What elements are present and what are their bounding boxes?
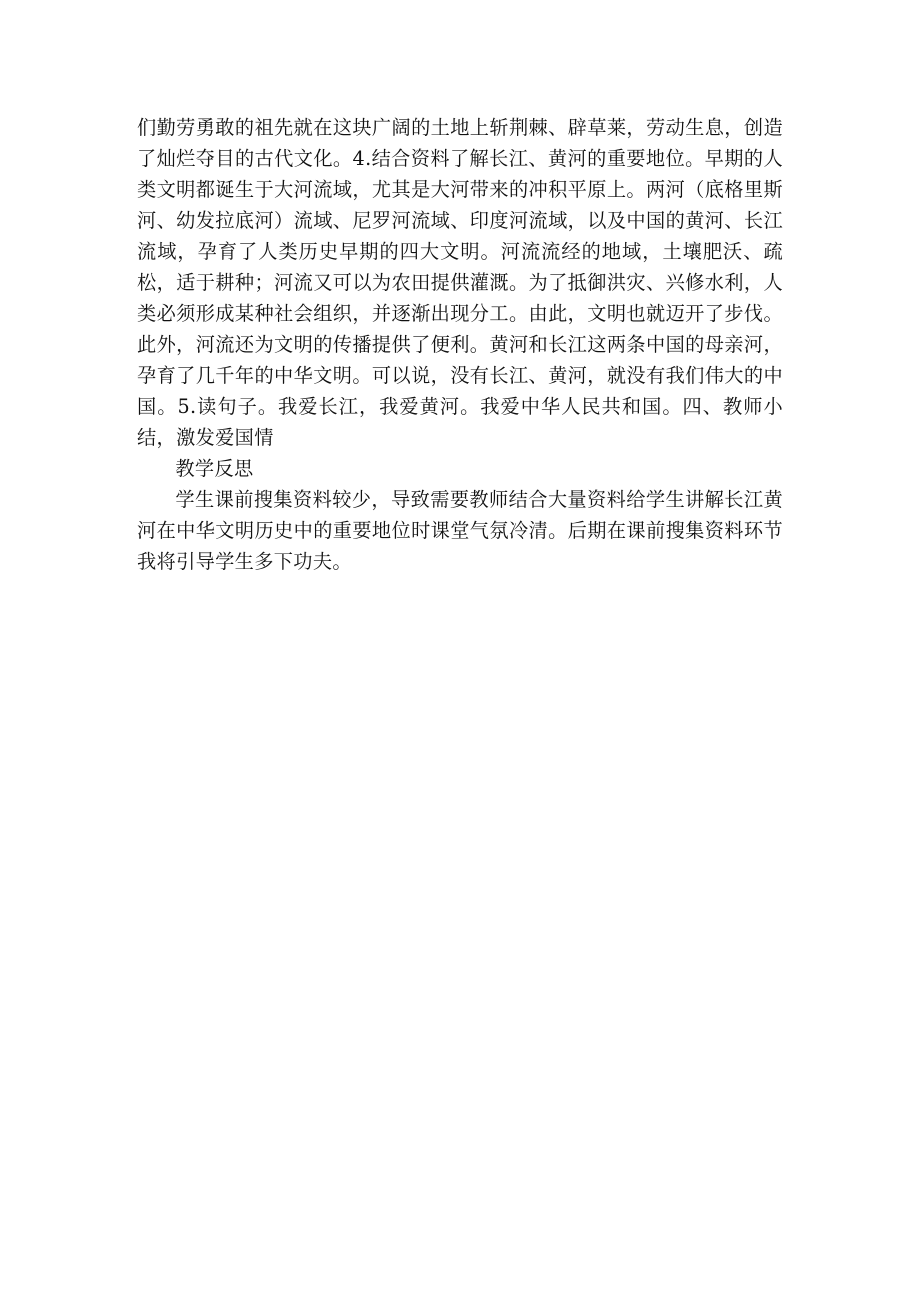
body-paragraph: 们勤劳勇敢的祖先就在这块广阔的土地上斩荆棘、辟草莱，劳动生息，创造了灿烂夺目的古代文化。4.结合资料了解长江、黄河的重要地位。早期的人类文明都诞生于大河流域，尤其是大河带来的冲积平原上。两河（底格里斯河、幼发拉底河）流域、尼罗河流域、印度河流域，以及中国的黄河、长江流域，孕育了人类历史早期的四大文明。河流流经的地域，土壤肥沃、疏松，适于耕种；河流又可以为农田提供灌溉。为了抵御洪灾、兴修水利，人类必须形成某种社会组织，并逐渐出现分工。由此，文明也就迈开了步伐。此外，河流还为文明的传播提供了便利。黄河和长江这两条中国的母亲河，孕育了几千年的中华文明。可以说，没有长江、黄河，就没有我们伟大的中国。5.读句子。我爱长江，我爱黄河。我爱中华人民共和国。四、教师小结，激发爱国情	[137, 116, 783, 449]
document-body	[137, 112, 783, 577]
reflection-paragraph: 学生课前搜集资料较少，导致需要教师结合大量资料给学生讲解长江黄河在中华文明历史中的重要地位时课堂气氛冷清。后期在课前搜集资料环节我将引导学生多下功夫。	[137, 488, 783, 573]
section-heading-teaching-reflection: 教学反思	[175, 457, 254, 480]
